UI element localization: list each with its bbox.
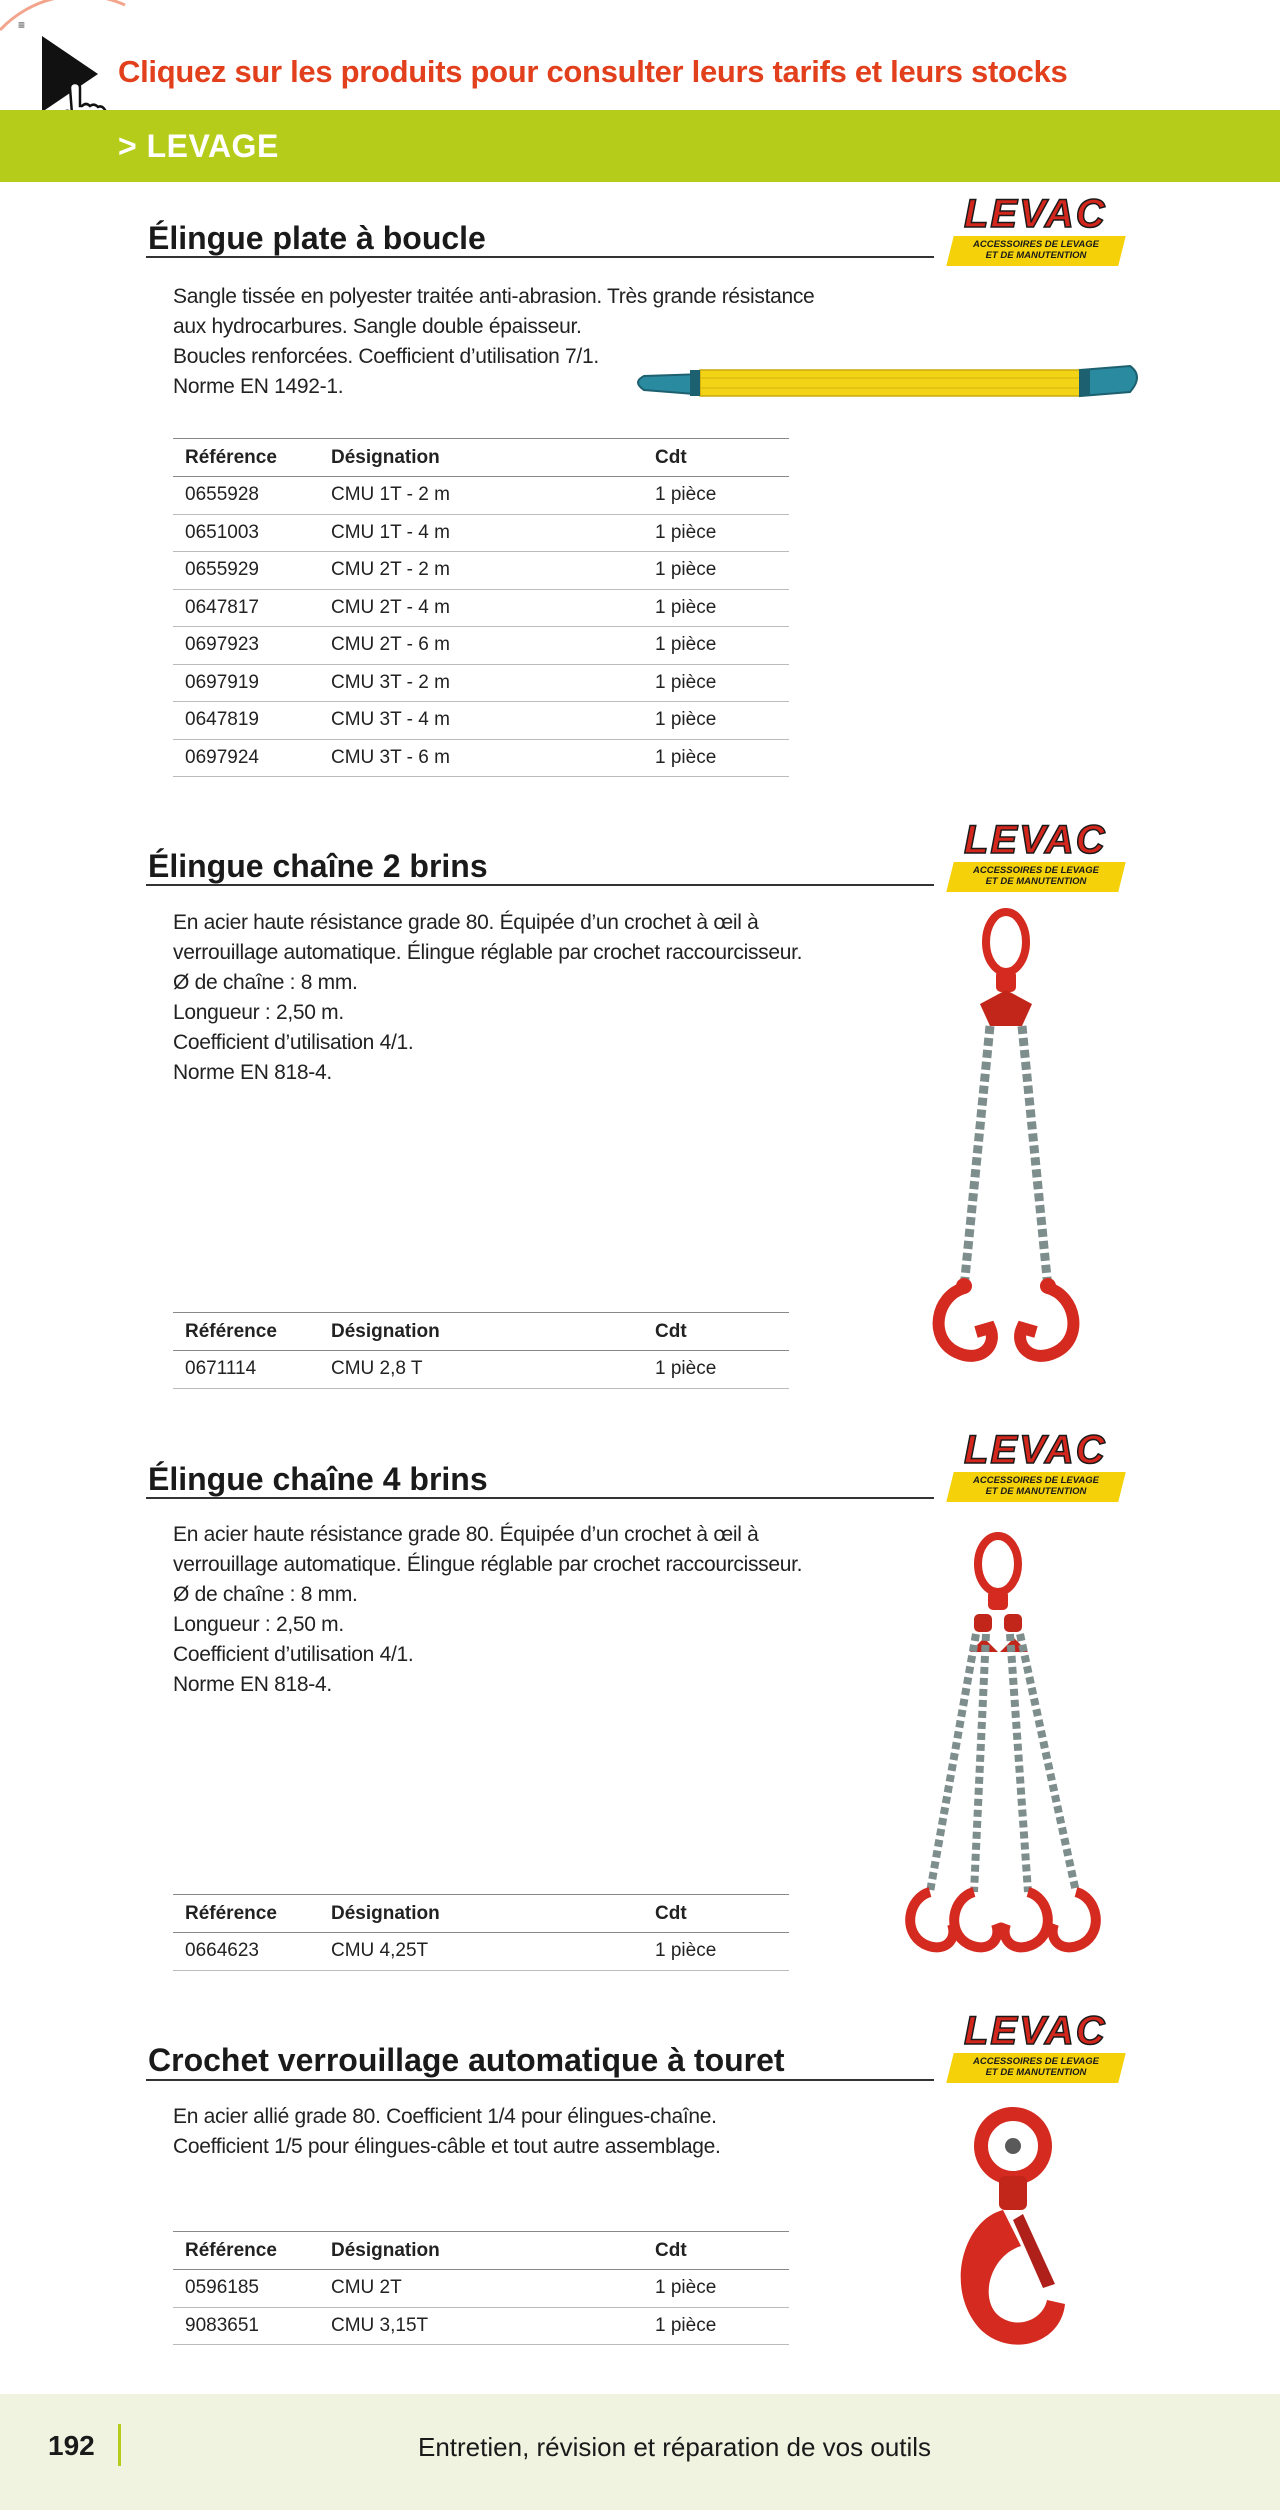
levac-logo: LEVAC ACCESSOIRES DE LEVAGE ET DE MANUTENTION <box>942 1428 1128 1506</box>
swivel-hook-image[interactable] <box>945 2104 1085 2354</box>
category-title: > LEVAGE <box>118 128 279 164</box>
table-row[interactable]: 0697924 CMU 3T - 6 m 1 pièce <box>173 739 789 777</box>
chain-sling-4-image[interactable] <box>890 1532 1120 1982</box>
product-description: En acier haute résistance grade 80. Équipée d’un crochet à œil à verrouillage automatique. Élingue réglable par crochet raccourcisseur. Ø de chaîne : 8 mm. Longueur : 2,50 m. Coefficient d’utilisation 4/1. Norme EN 818-4. <box>173 911 803 1084</box>
reference-table <box>173 438 789 777</box>
table-row[interactable]: 0671114 CMU 2,8 T 1 pièce <box>173 1351 789 1389</box>
table-header-row: Référence Désignation Cdt <box>173 439 789 477</box>
flat-sling-image[interactable] <box>630 348 1150 418</box>
table-header-row: Référence Désignation Cdt <box>173 1313 789 1351</box>
product-title[interactable]: Élingue chaîne 4 brins <box>148 1461 488 1497</box>
table-row[interactable]: 0651003 CMU 1T - 4 m 1 pièce <box>173 514 789 552</box>
chain-sling-2-image[interactable] <box>920 908 1090 1408</box>
product-description: Sangle tissée en polyester traitée anti-abrasion. Très grande résistance aux hydrocarbures. Sangle double épaisseur. Boucles renforcées. Coefficient d’utilisation 7/1. Norme EN 1492-1. <box>173 285 815 398</box>
product-description: En acier haute résistance grade 80. Équipée d’un crochet à œil à verrouillage automatique. Élingue réglable par crochet raccourcisseur. Ø de chaîne : 8 mm. Longueur : 2,50 m. Coefficient d’utilisation 4/1. Norme EN 818-4. <box>173 1523 803 1696</box>
title-rule <box>146 2079 934 2081</box>
page-footer <box>0 2394 1280 2510</box>
reference-table <box>173 2231 789 2345</box>
product-description: En acier allié grade 80. Coefficient 1/4 pour élingues-chaîne. Coefficient 1/5 pour élingues-câble et tout autre assemblage. <box>173 2105 721 2158</box>
table-row[interactable]: 0697923 CMU 2T - 6 m 1 pièce <box>173 627 789 665</box>
title-rule <box>146 256 934 258</box>
reference-table <box>173 1894 789 1971</box>
title-rule <box>146 884 934 886</box>
table-row[interactable]: 0655928 CMU 1T - 2 m 1 pièce <box>173 477 789 515</box>
product-title[interactable]: Crochet verrouillage automatique à touret <box>148 2042 785 2078</box>
table-header-row: Référence Désignation Cdt <box>173 1895 789 1933</box>
table-header-row: Référence Désignation Cdt <box>173 2232 789 2270</box>
levac-logo: LEVAC ACCESSOIRES DE LEVAGE ET DE MANUTENTION <box>942 818 1128 896</box>
instruction-text: Cliquez sur les produits pour consulter leurs tarifs et leurs stocks <box>118 54 1068 89</box>
table-row[interactable]: 9083651 CMU 3,15T 1 pièce <box>173 2307 789 2345</box>
table-row[interactable]: 0647817 CMU 2T - 4 m 1 pièce <box>173 589 789 627</box>
table-row[interactable]: 0664623 CMU 4,25T 1 pièce <box>173 1933 789 1971</box>
table-row[interactable]: 0647819 CMU 3T - 4 m 1 pièce <box>173 702 789 740</box>
title-rule <box>146 1497 934 1499</box>
category-bar <box>0 110 1280 182</box>
table-row[interactable]: 0697919 CMU 3T - 2 m 1 pièce <box>173 664 789 702</box>
footer-caption: Entretien, révision et réparation de vos outils <box>418 2432 932 2462</box>
table-row[interactable]: 0655929 CMU 2T - 2 m 1 pièce <box>173 552 789 590</box>
reference-table <box>173 1312 789 1389</box>
page-number: 192 <box>48 2430 95 2461</box>
levac-logo: LEVAC ACCESSOIRES DE LEVAGE ET DE MANUTENTION <box>942 192 1128 270</box>
footer-divider <box>118 2424 121 2466</box>
product-title[interactable]: Élingue chaîne 2 brins <box>148 848 488 884</box>
product-title[interactable]: Élingue plate à boucle <box>148 220 486 256</box>
levac-logo: LEVAC ACCESSOIRES DE LEVAGE ET DE MANUTENTION <box>942 2009 1128 2087</box>
menu-icon[interactable]: ≡ <box>18 18 26 32</box>
table-row[interactable]: 0596185 CMU 2T 1 pièce <box>173 2270 789 2308</box>
